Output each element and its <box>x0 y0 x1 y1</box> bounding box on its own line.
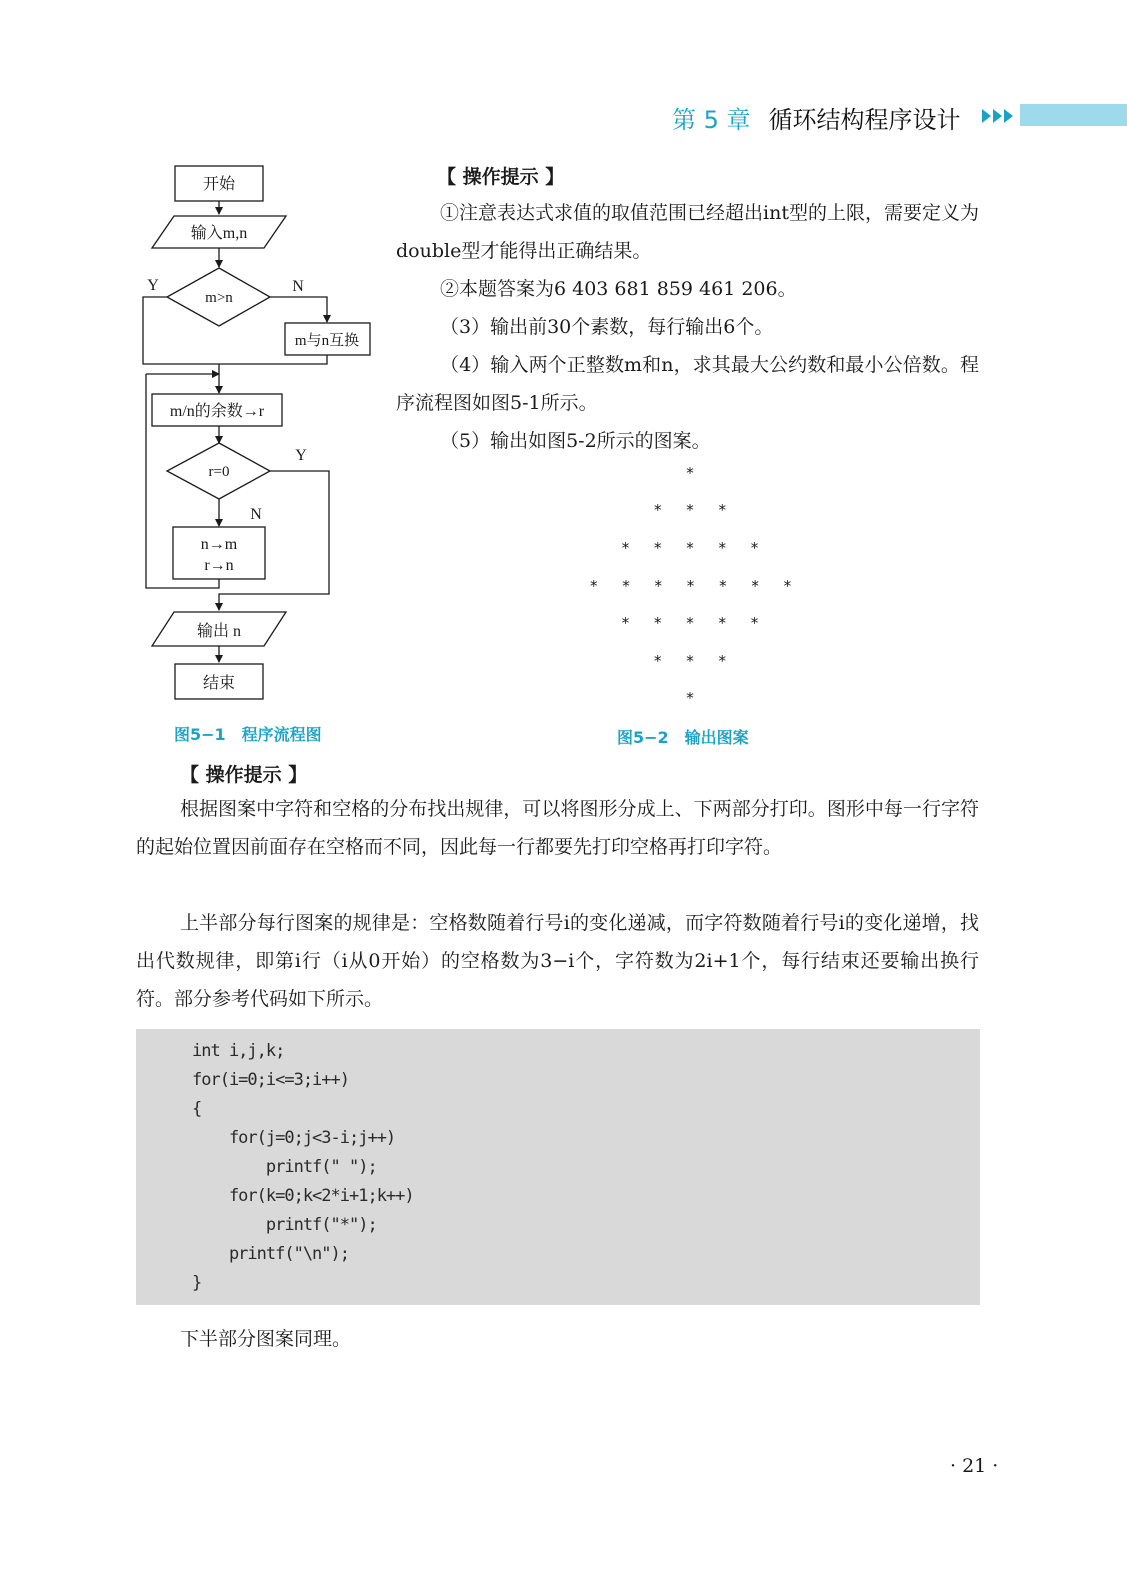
flow-output-label: 输出 n <box>196 623 242 640</box>
figure-caption-1: 图5−1 程序流程图 <box>174 725 322 744</box>
paragraph: 根据图案中字符和空格的分布找出规律，可以将图形分成上、下两部分打印。图形中每一行字符的起始位置因前面存在空格而不同，因此每一行都要先打印空格再打印字符。 <box>136 798 979 858</box>
triple-chevron-right-icon <box>982 107 1018 125</box>
star-row: * <box>686 464 704 482</box>
flow-remainder-label: m/n的余数→r <box>169 403 265 420</box>
flow-cond1-label: m>n <box>205 290 233 306</box>
code-block <box>136 1029 980 1305</box>
code-line: printf("\n"); <box>192 1244 349 1264</box>
paragraph: ①注意表达式求值的取值范围已经超出int型的上限，需要定义为double型才能得出正确结果。 <box>396 202 979 262</box>
paragraph: （3）输出前30个素数，每行输出6个。 <box>440 316 774 338</box>
code-line: for(i=0;i<=3;i++) <box>192 1070 349 1090</box>
code-line: printf("*"); <box>192 1215 377 1235</box>
flow-cond1-yes: Y <box>147 277 159 294</box>
page-number: · 21 · <box>950 1455 999 1477</box>
paragraph: ②本题答案为6 403 681 859 461 206。 <box>440 278 797 300</box>
flow-input-label: 输入m,n <box>190 225 248 242</box>
section-heading: 【 操作提示 】 <box>437 166 565 188</box>
star-row: * <box>686 689 704 707</box>
code-line: printf(" "); <box>192 1157 377 1177</box>
code-line: for(j=0;j<3-i;j++) <box>192 1128 396 1148</box>
chapter-title <box>672 100 961 135</box>
chapter-name: 循环结构程序设计 <box>768 106 961 134</box>
code-line: int i,j,k; <box>192 1041 285 1061</box>
star-row: * * * * * * * <box>590 577 802 595</box>
flow-start-label: 开始 <box>202 176 236 193</box>
flow-swap-label: m与n互换 <box>294 333 360 349</box>
code-line: } <box>192 1273 202 1293</box>
figure-caption-2: 图5−2 输出图案 <box>617 728 749 747</box>
paragraph: （5）输出如图5-2所示的图案。 <box>440 430 711 452</box>
flow-end-label: 结束 <box>202 675 236 692</box>
chapter-header <box>672 98 1127 138</box>
flow-cond1-no: N <box>292 278 304 295</box>
paragraph: （4）输入两个正整数m和n，求其最大公约数和最小公倍数。程序流程图如图5-1所示。 <box>396 354 979 414</box>
flow-assign-line2: r→n <box>204 557 234 574</box>
flow-assign-line1: n→m <box>200 536 238 553</box>
paragraph: 上半部分每行图案的规律是：空格数随着行号i的变化递减，而字符数随着行号i的变化递增，找出代数规律，即第i行（i从0开始）的空格数为3−i个，字符数为2i+1个，每行结束还要输出换行符。部分参考代码如下所示。 <box>136 912 979 1010</box>
star-row: * * * * * <box>621 614 769 632</box>
star-row: * * * <box>653 652 737 670</box>
star-pattern <box>590 460 800 720</box>
code-line: for(k=0;k<2*i+1;k++) <box>192 1186 414 1206</box>
paragraph: 下半部分图案同理。 <box>180 1328 352 1350</box>
star-row: * * * * * <box>621 539 769 557</box>
section-heading: 【 操作提示 】 <box>180 764 308 786</box>
code-line: { <box>192 1099 202 1119</box>
flow-cond2-label: r=0 <box>208 464 230 480</box>
header-accent-bar <box>1020 104 1127 126</box>
flowchart-diagram <box>136 160 381 710</box>
flow-cond2-no: N <box>250 506 262 523</box>
star-row: * * * <box>653 501 737 519</box>
chapter-number: 第 5 章 <box>672 106 751 134</box>
flow-cond2-yes: Y <box>295 447 307 464</box>
